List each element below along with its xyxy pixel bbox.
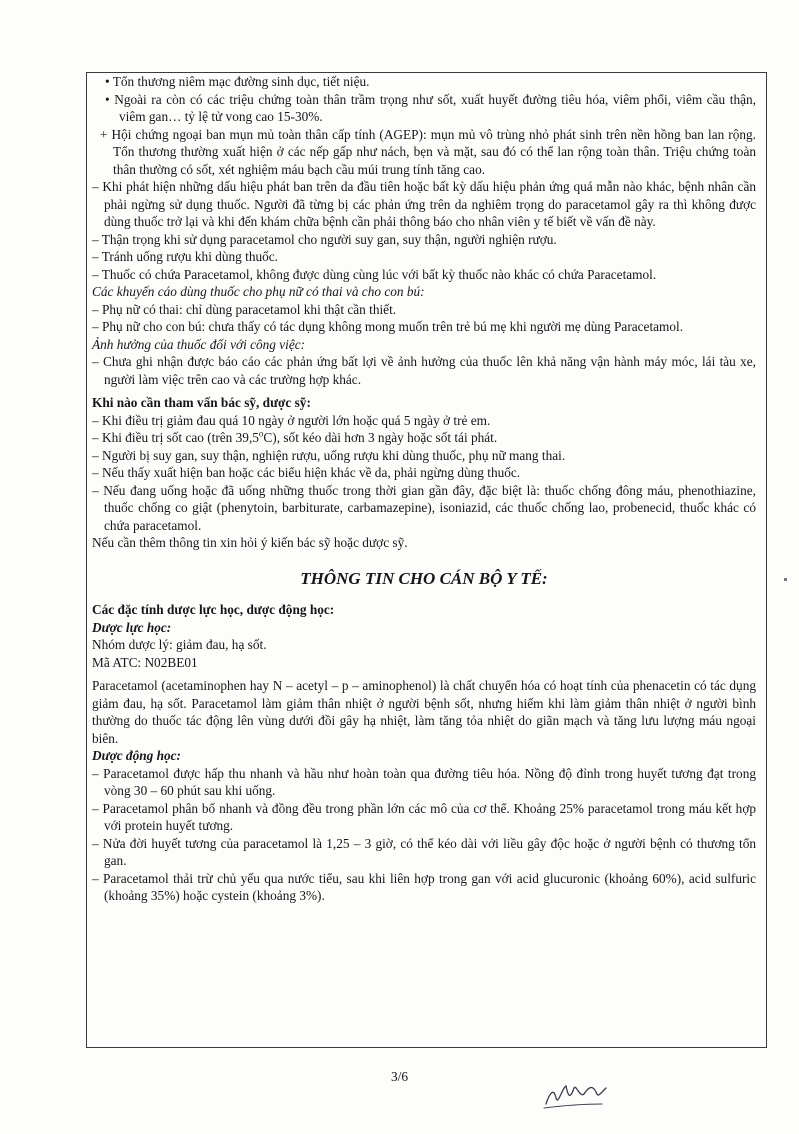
dash-item (92, 429, 756, 447)
dash-item: – Khi điều trị giảm đau quá 10 ngày ở người lớn hoặc quá 5 ngày ở trẻ em. (92, 412, 491, 428)
dash-item: – Thuốc có chứa Paracetamol, không được dùng cùng lúc với bất kỳ thuốc nào khác có chứa Paracetamol. (92, 266, 657, 282)
dash-item: – Nếu thấy xuất hiện ban hoặc các biểu hiện khác về da, phải ngừng dùng thuốc. (92, 465, 521, 480)
dash-item: – Người bị suy gan, suy thận, nghiện rượu, uống rượu khi dùng thuốc, phụ nữ mang thai. (92, 447, 566, 463)
pharmacodynamics-paragraph: Paracetamol (acetaminophen hay N – acetyl – p – aminophenol) là chất chuyển hóa có hoạt tính của phenacetin có tác dụng giảm đau, hạ sốt. Paracetamol làm giảm thân nhiệt ở người bệnh sốt, nhưng hiếm khi làm giảm thân nhiệt ở người bình thường do thuốc tác động lên vùng dưới đồi gây hạ nhiệt, làm tăng tỏa nhiệt do giãn mạch và tăng lưu lượng máu ngoại biên. (92, 678, 756, 746)
section-heading: THÔNG TIN CHO CÁN BỘ Y TẾ: (300, 568, 548, 588)
pharmacokinetics-subheading: Dược động học: (92, 748, 181, 763)
plus-item: + Hội chứng ngoại ban mụn mủ toàn thân cấp tính (AGEP): mụn mủ vô trùng nhỏ phát sinh trên nền hồng ban lan rộng. Tổn thương thường xuất hiện ở các nếp gấp như nách, bẹn và mặt, sau đó có thể lan rộng toàn thân. Triệu chứng toàn thân thường có sốt, xét nghiệm máu bạch cầu múi trung tính tăng cao. (100, 126, 756, 177)
dash-item: – Chưa ghi nhận được báo cáo các phản ứng bất lợi về ảnh hưởng của thuốc lên khả năng vận hành máy móc, lái tàu xe, người làm việc trên cao và các trường hợp khác. (92, 354, 756, 387)
dash-item: – Nếu đang uống hoặc đã uống những thuốc trong thời gian gần đây, đặc biệt là: thuốc chống đông máu, phenothiazine, thuốc chống co giật (phenytoin, barbiturate, carbamazepine), isoniazid, các thuốc chống lao, probenecid, thuốc khác có chứa paracetamol. (92, 482, 756, 533)
pharmacodynamics-subheading: Dược lực học: (92, 619, 172, 635)
signature-image (540, 1074, 620, 1114)
drug-group: Nhóm dược lý: giảm đau, hạ sốt. (92, 637, 267, 652)
fever-text-start: – Khi điều trị sốt cao (trên 39,5 (92, 430, 259, 445)
dash-item: – Phụ nữ có thai: chỉ dùng paracetamol khi thật cần thiết. (92, 301, 397, 317)
fever-text-end: C), sốt kéo dài hơn 3 ngày hoặc sốt tái phát. (263, 430, 498, 445)
atc-code: Mã ATC: N02BE01 (92, 654, 198, 670)
pregnancy-subheading: Các khuyến cáo dùng thuốc cho phụ nữ có thai và cho con bú: (92, 284, 425, 299)
document-body (86, 72, 767, 1048)
dash-item: – Paracetamol được hấp thu nhanh và hầu như hoàn toàn qua đường tiêu hóa. Nồng độ đỉnh trong huyết tương đạt trong vòng 30 – 60 phút sau khi uống. (92, 765, 756, 798)
properties-heading: Các đặc tính dược lực học, dược động học: (92, 602, 335, 617)
degree-superscript: o (258, 428, 264, 439)
dash-item: – Paracetamol thải trừ chủ yếu qua nước tiểu, sau khi liên hợp trong gan với acid glucuronic (khoảng 60%), acid sulfuric (khoảng 35%) hoặc cystein (khoảng 3%). (92, 870, 756, 903)
dash-item: – Nửa đời huyết tương của paracetamol là 1,25 – 3 giờ, có thể kéo dài với liều gây độc hoặc ở người bệnh có thương tổn gan. (92, 835, 756, 868)
dash-item: – Tránh uống rượu khi dùng thuốc. (92, 249, 278, 264)
scan-dot (784, 578, 787, 581)
dash-item: – Thận trọng khi sử dụng paracetamol cho người suy gan, suy thận, người nghiện rượu. (92, 231, 557, 247)
more-info-note: Nếu cần thêm thông tin xin hỏi ý kiến bác sỹ hoặc dược sỹ. (92, 535, 408, 550)
dash-item: – Paracetamol phân bố nhanh và đồng đều trong phần lớn các mô của cơ thể. Khoảng 25% paracetamol trong máu kết hợp với protein huyết tương. (92, 800, 756, 833)
bullet-item: • Tổn thương niêm mạc đường sinh dục, tiết niệu. (105, 74, 370, 89)
bullet-item: • Ngoài ra còn có các triệu chứng toàn thân trầm trọng như sốt, xuất huyết đường tiêu hóa, viêm phổi, viêm cầu thận, viêm gan… tỷ lệ tử vong cao 15-30%. (105, 91, 756, 124)
consult-heading: Khi nào cần tham vấn bác sỹ, dược sỹ: (92, 395, 311, 410)
page-number: 3/6 (391, 1069, 408, 1084)
dash-item: – Khi phát hiện những dấu hiệu phát ban trên da đầu tiên hoặc bất kỳ dấu hiệu phản ứng quá mẫn nào khác, bệnh nhân cần phải ngừng sử dụng thuốc. Người đã từng bị các phản ứng trên da nghiêm trọng do paracetamol gây ra thì không được dùng thuốc trở lại và khi đến khám chữa bệnh cần phải thông báo cho nhân viên y tế biết về vấn đề này. (92, 179, 756, 229)
work-effect-subheading: Ảnh hưởng của thuốc đối với công việc: (92, 336, 306, 352)
dash-item: – Phụ nữ cho con bú: chưa thấy có tác dụng không mong muốn trên trẻ bú mẹ khi người mẹ dùng Paracetamol. (92, 319, 684, 334)
